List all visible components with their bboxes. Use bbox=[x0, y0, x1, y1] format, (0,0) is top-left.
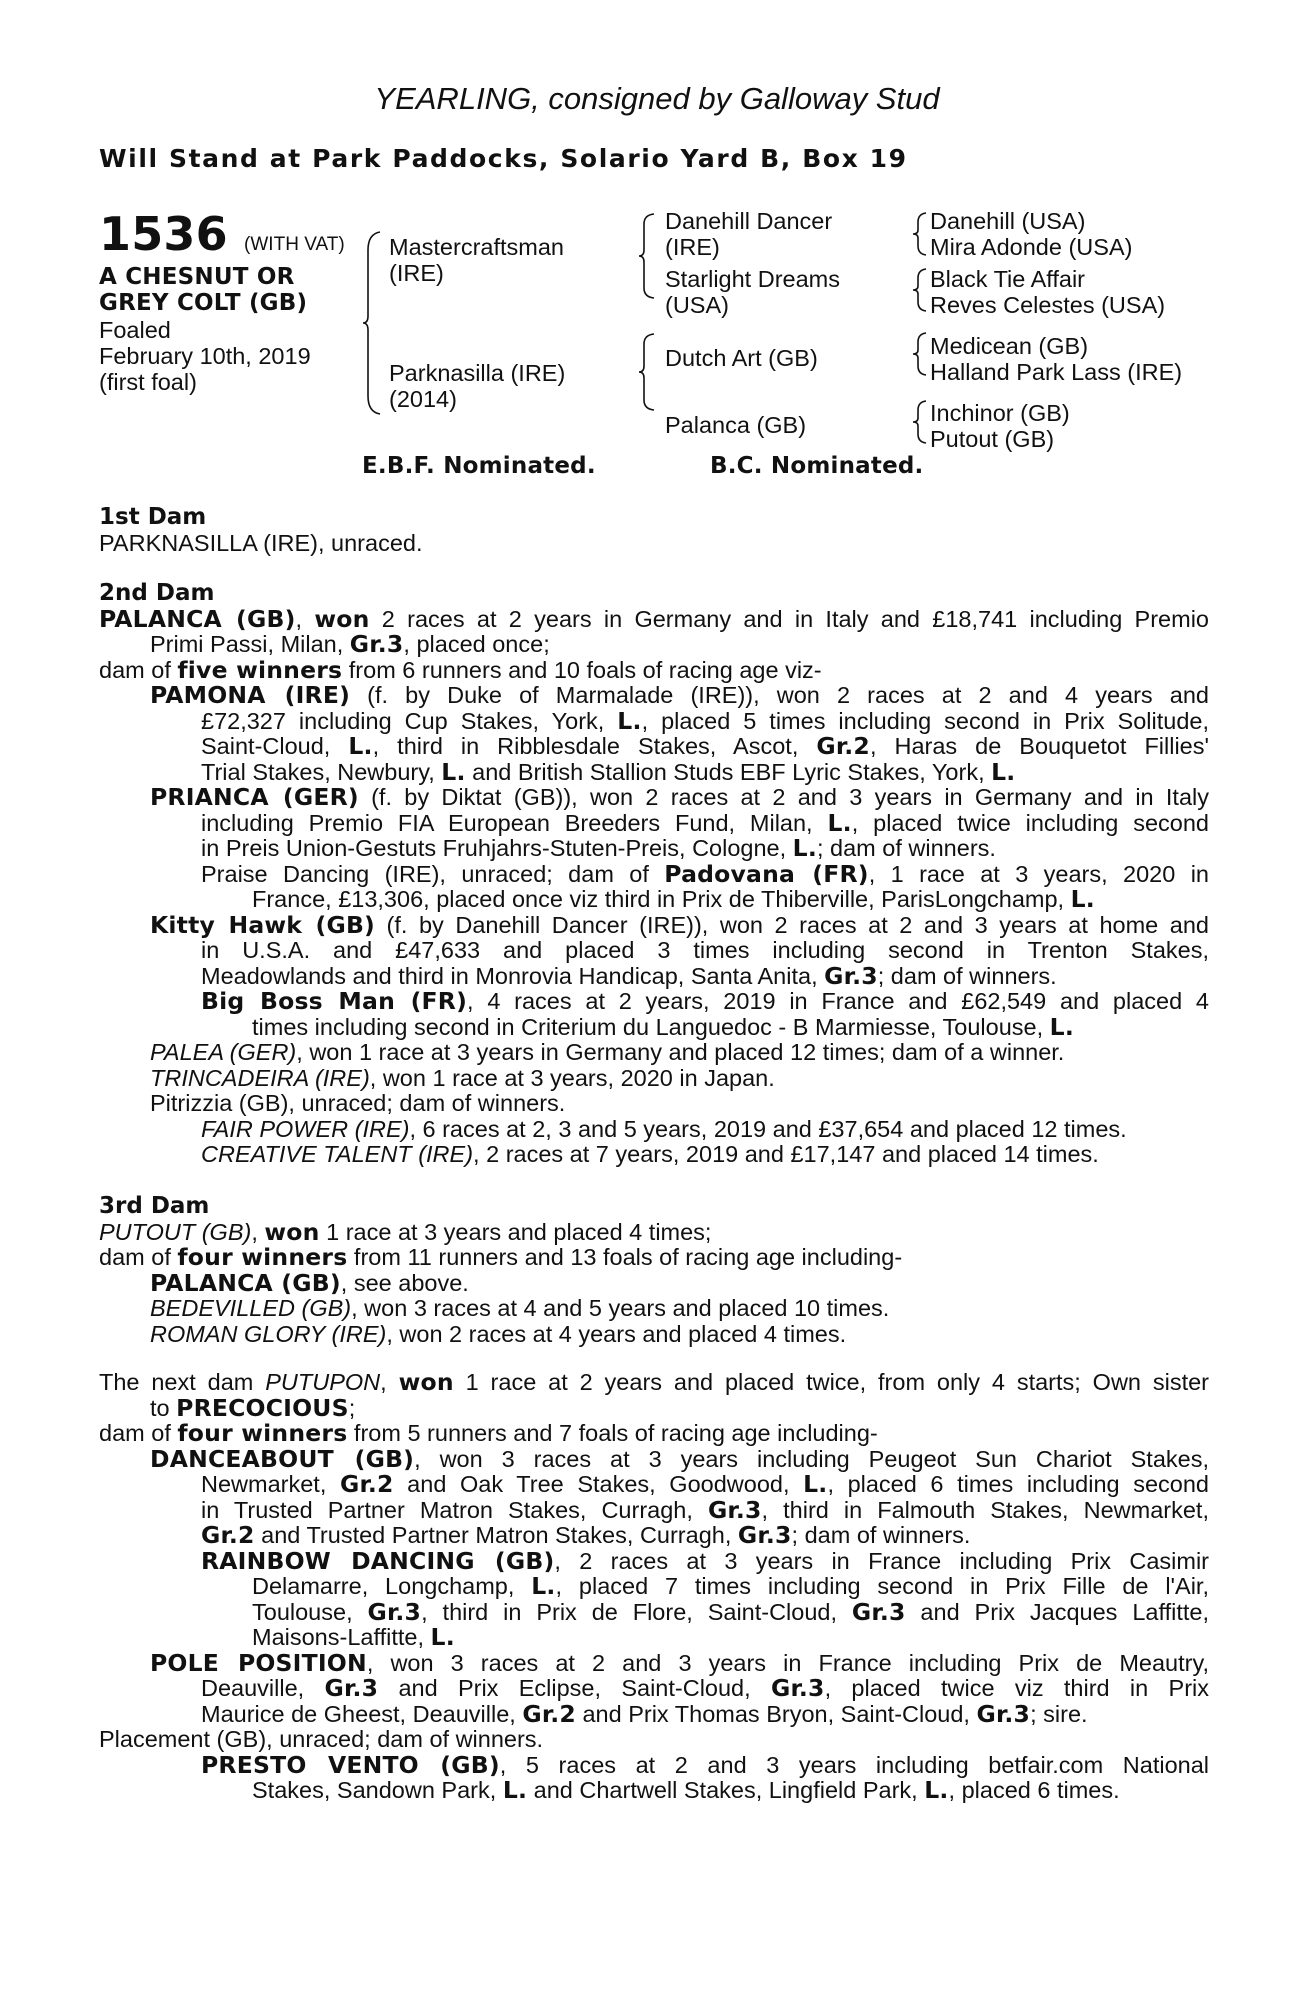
text-line: PUTOUT (GB), won 1 race at 3 years and placed 4 times; bbox=[99, 1217, 712, 1246]
pedigree-brace-sire bbox=[638, 210, 658, 302]
text-line: PALANCA (GB), won 2 races at 2 years in Germany and in Italy and £18,741 including Premio bbox=[99, 606, 1209, 632]
section-heading: 3rd Dam bbox=[99, 1193, 210, 1219]
text-line: Meadowlands and third in Monrovia Handicap, Santa Anita, Gr.3; dam of winners. bbox=[201, 961, 1057, 990]
sire-origin: (IRE) bbox=[389, 260, 444, 286]
second-dam-section bbox=[99, 581, 1209, 1168]
text-line: Newmarket, Gr.2 and Oak Tree Stakes, Goodwood, L., placed 6 times including second bbox=[201, 1472, 1209, 1498]
ebf-nominated: E.B.F. Nominated. bbox=[362, 453, 596, 479]
text-line: Pitrizzia (GB), unraced; dam of winners. bbox=[150, 1090, 566, 1116]
text-line: Trial Stakes, Newbury, L. and British Stallion Studs EBF Lyric Stakes, York, L. bbox=[201, 757, 1016, 786]
lot-number bbox=[99, 209, 345, 270]
text-line: Primi Passi, Milan, Gr.3, placed once; bbox=[150, 630, 550, 658]
text-line: Deauville, Gr.3 and Prix Eclipse, Saint-Cloud, Gr.3, placed twice viz third in Prix bbox=[201, 1676, 1209, 1702]
text-line: Gr.2 and Trusted Partner Matron Stakes, Curragh, Gr.3; dam of winners. bbox=[201, 1521, 971, 1549]
dam-name: Parknasilla (IRE) bbox=[389, 360, 566, 386]
text-line: dam of four winners from 5 runners and 7 foals of racing age including- bbox=[99, 1419, 878, 1447]
first-dam-text: PARKNASILLA (IRE), unraced. bbox=[99, 529, 423, 556]
pedigree-brace-main bbox=[362, 228, 384, 418]
text-line: times including second in Criterium du Languedoc - B Marmiesse, Toulouse, L. bbox=[252, 1012, 1074, 1041]
vat-note: (WITH VAT) bbox=[244, 234, 345, 255]
ancestor-dsd: Halland Park Lass (IRE) bbox=[930, 359, 1183, 385]
text-line: Saint-Cloud, L., third in Ribblesdale Stakes, Ascot, Gr.2, Haras de Bouquetot Fillies' bbox=[201, 734, 1209, 760]
third-dam-section bbox=[99, 1194, 1209, 1347]
ancestor-dds: Inchinor (GB) bbox=[930, 400, 1070, 426]
text-line: CREATIVE TALENT (IRE), 2 races at 7 years, 2019 and £17,147 and placed 14 times. bbox=[201, 1141, 1099, 1167]
section-heading: 1st Dam bbox=[99, 504, 207, 530]
bc-nominated: B.C. Nominated. bbox=[710, 453, 924, 479]
sire-dam-name: Starlight Dreams bbox=[665, 266, 840, 292]
text-line: Toulouse, Gr.3, third in Prix de Flore, Saint-Cloud, Gr.3 and Prix Jacques Laffitte, bbox=[252, 1599, 1209, 1625]
text-line: Kitty Hawk (GB) (f. by Danehill Dancer (IRE)), won 2 races at 2 and 3 years at home and bbox=[150, 912, 1209, 938]
text-line: to PRECOCIOUS; bbox=[150, 1393, 356, 1422]
text-line: Placement (GB), unraced; dam of winners. bbox=[99, 1726, 544, 1752]
text-line: Big Boss Man (FR), 4 races at 2 years, 2019 in France and £62,549 and placed 4 bbox=[201, 989, 1209, 1015]
pedigree-brace-dd bbox=[912, 398, 930, 446]
sire-sire-name: Danehill Dancer bbox=[665, 208, 833, 234]
ancestor-sdd: Reves Celestes (USA) bbox=[930, 292, 1166, 318]
text-line: PAMONA (IRE) (f. by Duke of Marmalade (IRE)), won 2 races at 2 and 4 years and bbox=[150, 683, 1209, 709]
text-line: Delamarre, Longchamp, L., placed 7 times including second in Prix Fille de l'Air, bbox=[252, 1574, 1209, 1600]
sire-sire-origin: (IRE) bbox=[665, 234, 720, 260]
section-heading: 2nd Dam bbox=[99, 580, 215, 606]
ancestor-dss: Medicean (GB) bbox=[930, 333, 1089, 359]
ancestor-ssd: Mira Adonde (USA) bbox=[930, 234, 1133, 260]
stand-location: Will Stand at Park Paddocks, Solario Yard B, Box 19 bbox=[99, 144, 908, 173]
foal-note: (first foal) bbox=[99, 369, 197, 395]
text-line: ROMAN GLORY (IRE), won 2 races at 4 years and placed 4 times. bbox=[150, 1320, 847, 1347]
text-line: dam of five winners from 6 runners and 10 foals of racing age viz- bbox=[99, 655, 822, 684]
pedigree-brace-sd bbox=[912, 266, 930, 314]
lot-description-2: GREY COLT (GB) bbox=[99, 290, 308, 316]
page-title: YEARLING, consigned by Galloway Stud bbox=[374, 81, 940, 116]
sire-name: Mastercraftsman bbox=[389, 234, 564, 260]
dam-sire-name: Dutch Art (GB) bbox=[665, 345, 818, 371]
text-line: France, £13,306, placed once viz third in Prix de Thiberville, ParisLongchamp, L. bbox=[252, 885, 1095, 913]
ancestor-sds: Black Tie Affair bbox=[930, 266, 1085, 292]
lot-description-1: A CHESNUT OR bbox=[99, 264, 295, 290]
text-line: Maisons-Laffitte, L. bbox=[252, 1623, 455, 1651]
text-line: £72,327 including Cup Stakes, York, L., placed 5 times including second in Prix Solitude, bbox=[201, 708, 1209, 734]
text-line: dam of four winners from 11 runners and 13 foals of racing age including- bbox=[99, 1243, 903, 1271]
text-line: Maurice de Gheest, Deauville, Gr.2 and Prix Thomas Bryon, Saint-Cloud, Gr.3; sire. bbox=[201, 1699, 1088, 1728]
text-line: DANCEABOUT (GB), won 3 races at 3 years including Peugeot Sun Chariot Stakes, bbox=[150, 1446, 1209, 1472]
first-dam-section bbox=[99, 505, 1209, 556]
dam-year: (2014) bbox=[389, 386, 457, 412]
text-line: in U.S.A. and £47,633 and placed 3 times including second in Trenton Stakes, bbox=[201, 938, 1209, 963]
text-line: PRESTO VENTO (GB), 5 races at 2 and 3 years including betfair.com National bbox=[201, 1752, 1209, 1778]
text-line: Stakes, Sandown Park, L. and Chartwell Stakes, Lingfield Park, L., placed 6 times. bbox=[252, 1776, 1120, 1804]
next-dam-section bbox=[99, 1370, 1209, 1804]
lot-number-value: 1536 bbox=[99, 207, 228, 261]
pedigree-brace-ds bbox=[912, 330, 930, 378]
text-line: PALANCA (GB), see above. bbox=[150, 1268, 469, 1297]
text-line: POLE POSITION, won 3 races at 2 and 3 years in France including Prix de Meautry, bbox=[150, 1650, 1209, 1676]
text-line: RAINBOW DANCING (GB), 2 races at 3 years in France including Prix Casimir bbox=[201, 1548, 1209, 1574]
text-line: Praise Dancing (IRE), unraced; dam of Padovana (FR), 1 race at 3 years, 2020 in bbox=[201, 861, 1209, 887]
pedigree-brace-dam bbox=[638, 330, 658, 414]
pedigree-brace-ss bbox=[912, 210, 930, 258]
text-line: TRINCADEIRA (IRE), won 1 race at 3 years, 2020 in Japan. bbox=[150, 1064, 775, 1091]
text-line: FAIR POWER (IRE), 6 races at 2, 3 and 5 years, 2019 and £37,654 and placed 12 times. bbox=[201, 1115, 1127, 1142]
dam-dam-name: Palanca (GB) bbox=[665, 412, 807, 438]
sire-dam-origin: (USA) bbox=[665, 292, 729, 318]
text-line: including Premio FIA European Breeders Fund, Milan, L., placed twice including second bbox=[201, 810, 1209, 836]
text-line: BEDEVILLED (GB), won 3 races at 4 and 5 years and placed 10 times. bbox=[150, 1295, 890, 1321]
text-line: The next dam PUTUPON, won 1 race at 2 years and placed twice, from only 4 starts; Own sister bbox=[99, 1370, 1209, 1396]
text-line: in Trusted Partner Matron Stakes, Curragh, Gr.3, third in Falmouth Stakes, Newmarket, bbox=[201, 1497, 1209, 1523]
text-line: in Preis Union-Gestuts Fruhjahrs-Stuten-Preis, Cologne, L.; dam of winners. bbox=[201, 834, 996, 862]
text-line: PRIANCA (GER) (f. by Diktat (GB)), won 2 races at 2 and 3 years in Germany and in Italy bbox=[150, 785, 1209, 811]
foaled-label: Foaled bbox=[99, 317, 171, 343]
text-line: PALEA (GER), won 1 race at 3 years in Germany and placed 12 times; dam of a winner. bbox=[150, 1039, 1065, 1065]
foaled-date: February 10th, 2019 bbox=[99, 343, 311, 369]
ancestor-ddd: Putout (GB) bbox=[930, 426, 1055, 452]
ancestor-sss: Danehill (USA) bbox=[930, 208, 1086, 234]
